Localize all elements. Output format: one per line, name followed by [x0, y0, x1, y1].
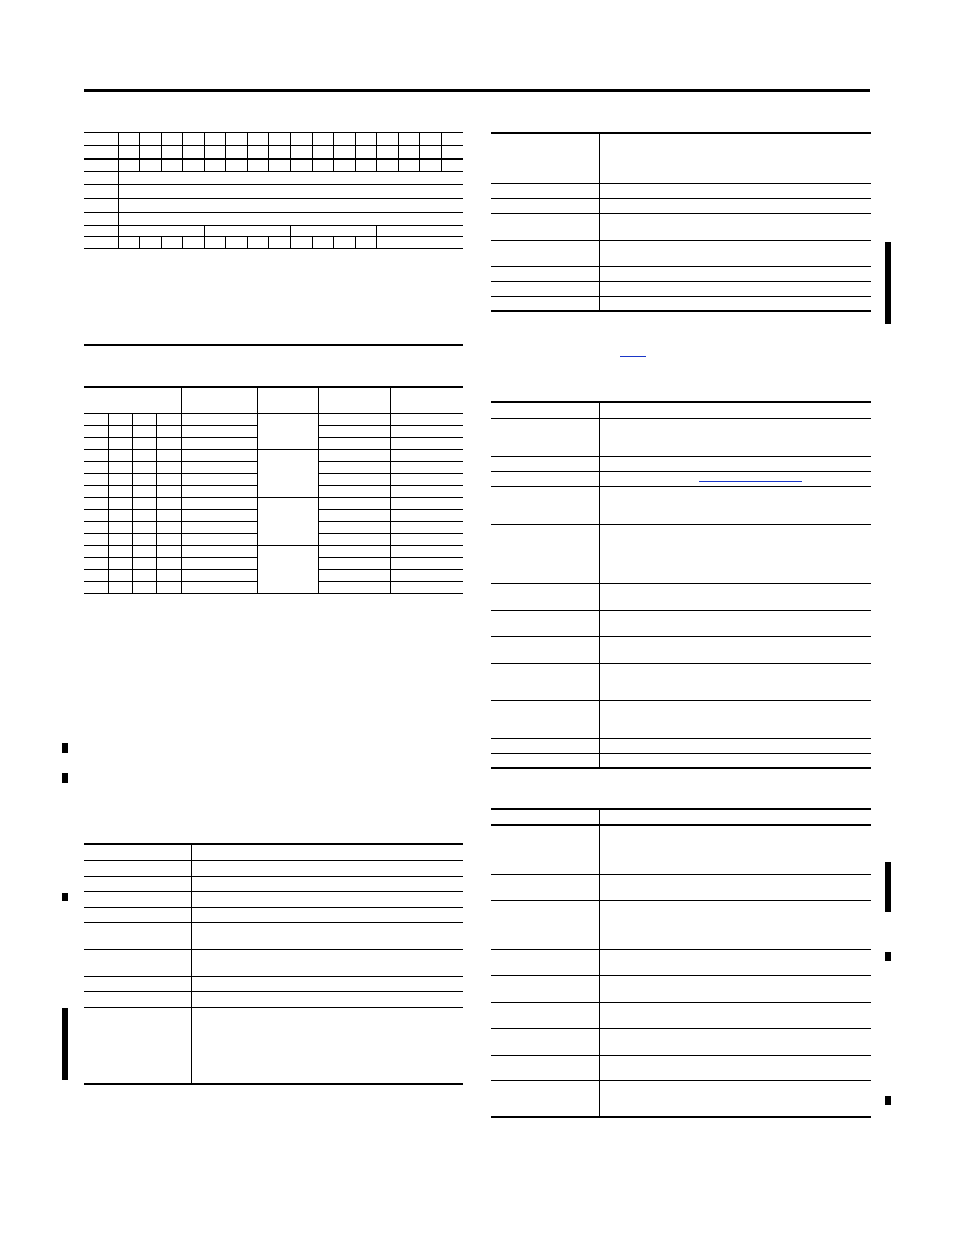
cross-reference-link-2[interactable] — [699, 481, 802, 482]
section-divider-left — [84, 344, 463, 346]
change-marker-right-2 — [885, 1096, 891, 1105]
change-marker-left-3 — [62, 893, 68, 901]
change-bar-right-1 — [885, 242, 891, 324]
left-parameter-table — [84, 843, 463, 1085]
assignment-table — [84, 386, 463, 594]
cross-reference-link-1[interactable] — [620, 356, 646, 357]
header-rule — [84, 89, 870, 92]
right-parameter-table-1 — [491, 132, 871, 312]
bit-layout-table — [84, 132, 463, 249]
change-bar-right-2 — [885, 862, 891, 912]
right-parameter-table-2 — [491, 401, 871, 769]
change-marker-right-1 — [885, 952, 891, 961]
right-parameter-table-3 — [491, 808, 871, 1118]
change-bar-left — [62, 1008, 68, 1080]
change-marker-left-2 — [62, 773, 68, 783]
change-marker-left-1 — [62, 743, 68, 753]
